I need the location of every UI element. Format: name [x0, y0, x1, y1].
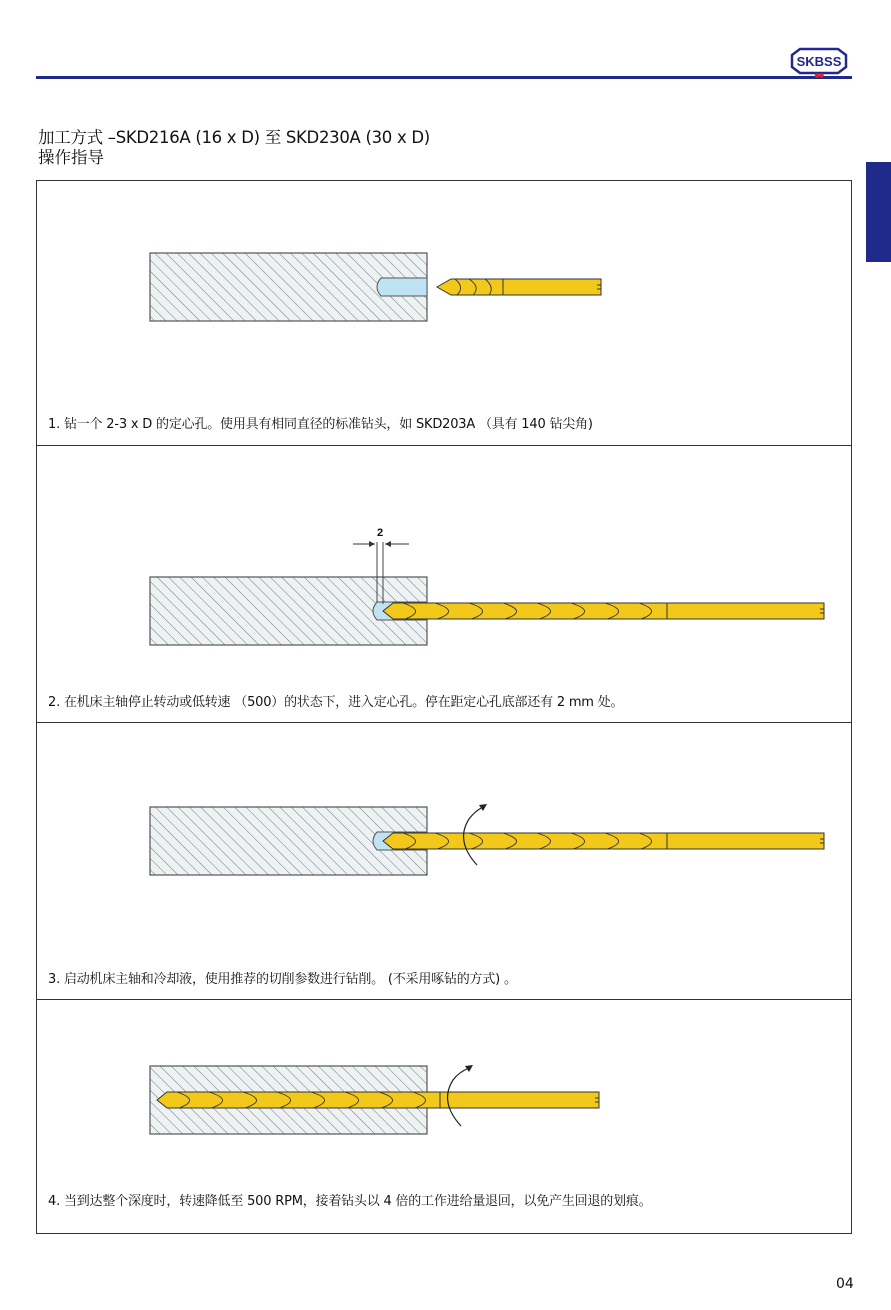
- title-line-2: 操作指导: [38, 148, 104, 167]
- pilot-hole: [377, 278, 427, 296]
- step-2-caption: [48, 695, 623, 711]
- step-1-illustration: [37, 181, 851, 445]
- dimension-label: 2: [376, 527, 384, 539]
- step-panel-2: [37, 445, 851, 722]
- step-4-caption: [48, 1194, 651, 1210]
- step-panel-1: [37, 181, 851, 445]
- step-3-number: 3.: [48, 972, 61, 987]
- step-2-illustration: [37, 446, 851, 723]
- header-rule: [36, 76, 852, 79]
- step-panel-3: [37, 722, 851, 999]
- step-4-number: 4.: [48, 1194, 61, 1209]
- logo-text: SKBSS: [796, 54, 842, 69]
- drill-bit: [157, 1092, 599, 1108]
- step-2-number: 2.: [48, 695, 61, 710]
- drill-bit: [437, 279, 601, 295]
- step-3-caption: [48, 972, 517, 988]
- step-2-text: 在机床主轴停止转动或低转速 （500）的状态下，进入定心孔。停在距定心孔底部还有 2 mm 处。: [63, 695, 624, 710]
- step-4-text: 当到达整个深度时，转速降低至 500 RPM，接着钻头以 4 倍的工作进给量退回，以免产生回退的划痕。: [63, 1194, 652, 1209]
- section-tab-marker: [866, 162, 891, 262]
- page-number: 04: [836, 1276, 854, 1292]
- step-1-caption: [48, 417, 593, 433]
- step-3-text: 启动机床主轴和冷却液，使用推荐的切削参数进行钻削。 (不采用啄钻的方式) 。: [63, 972, 517, 987]
- title-line-1: 加工方式 –SKD216A (16 x D) 至 SKD230A (30 x D): [38, 128, 430, 147]
- skbss-logo: [786, 45, 852, 79]
- drill-bit: [383, 603, 824, 619]
- step-panel-4: [37, 999, 851, 1233]
- step-3-illustration: [37, 723, 851, 1000]
- step-1-number: 1.: [48, 417, 61, 432]
- page-title: [38, 128, 430, 168]
- step-1-text: 钻一个 2-3 x D 的定心孔。使用具有相同直径的标准钻头，如 SKD203A （具有 140 钻尖角): [63, 417, 593, 432]
- steps-frame: [36, 180, 852, 1234]
- drill-bit: [383, 833, 824, 849]
